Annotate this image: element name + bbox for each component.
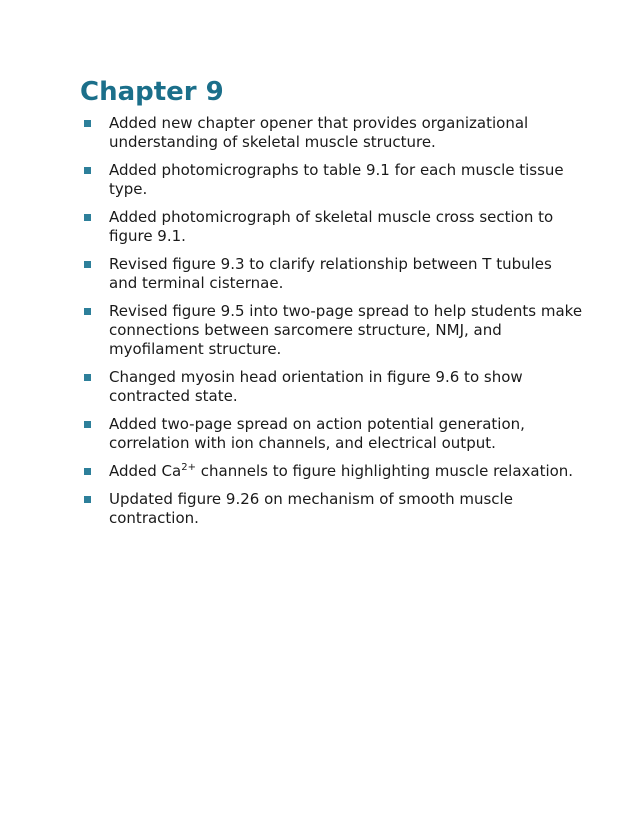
list-item	[84, 462, 584, 481]
list-item	[84, 368, 584, 406]
list-item-text: Changed myosin head orientation in figure 9.6 to show contracted state.	[109, 368, 523, 405]
list-item	[84, 302, 584, 359]
square-bullet-icon	[84, 468, 91, 475]
list-item-text	[109, 462, 573, 480]
square-bullet-icon	[84, 308, 91, 315]
square-bullet-icon	[84, 374, 91, 381]
chapter-heading: Chapter 9	[80, 77, 224, 107]
square-bullet-icon	[84, 167, 91, 174]
revision-list	[84, 114, 584, 537]
list-item	[84, 255, 584, 293]
square-bullet-icon	[84, 496, 91, 503]
list-item-text-start: Added Ca	[109, 462, 182, 480]
square-bullet-icon	[84, 261, 91, 268]
list-item-text-end: channels to figure highlighting muscle relaxation.	[195, 462, 574, 480]
list-item	[84, 490, 584, 528]
list-item-text: Revised figure 9.3 to clarify relationship between T tubules and terminal cisternae.	[109, 255, 552, 292]
list-item	[84, 208, 584, 246]
list-item-text: Added photomicrographs to table 9.1 for each muscle tissue type.	[109, 161, 564, 198]
square-bullet-icon	[84, 120, 91, 127]
list-item-text: Updated figure 9.26 on mechanism of smooth muscle contraction.	[109, 490, 513, 527]
list-item-text: Added two-page spread on action potential generation, correlation with ion channels, and electrical output.	[109, 415, 525, 452]
list-item-text: Added photomicrograph of skeletal muscle cross section to figure 9.1.	[109, 208, 554, 245]
list-item-text: Revised figure 9.5 into two-page spread to help students make connections between sarcomere structure, NMJ, and myofilament structure.	[109, 302, 583, 358]
square-bullet-icon	[84, 421, 91, 428]
list-item-text: Added new chapter opener that provides organizational understanding of skeletal muscle structure.	[109, 114, 529, 151]
list-item	[84, 161, 584, 199]
list-item	[84, 114, 584, 152]
calcium-charge-superscript: 2+	[181, 462, 196, 473]
square-bullet-icon	[84, 214, 91, 221]
list-item	[84, 415, 584, 453]
